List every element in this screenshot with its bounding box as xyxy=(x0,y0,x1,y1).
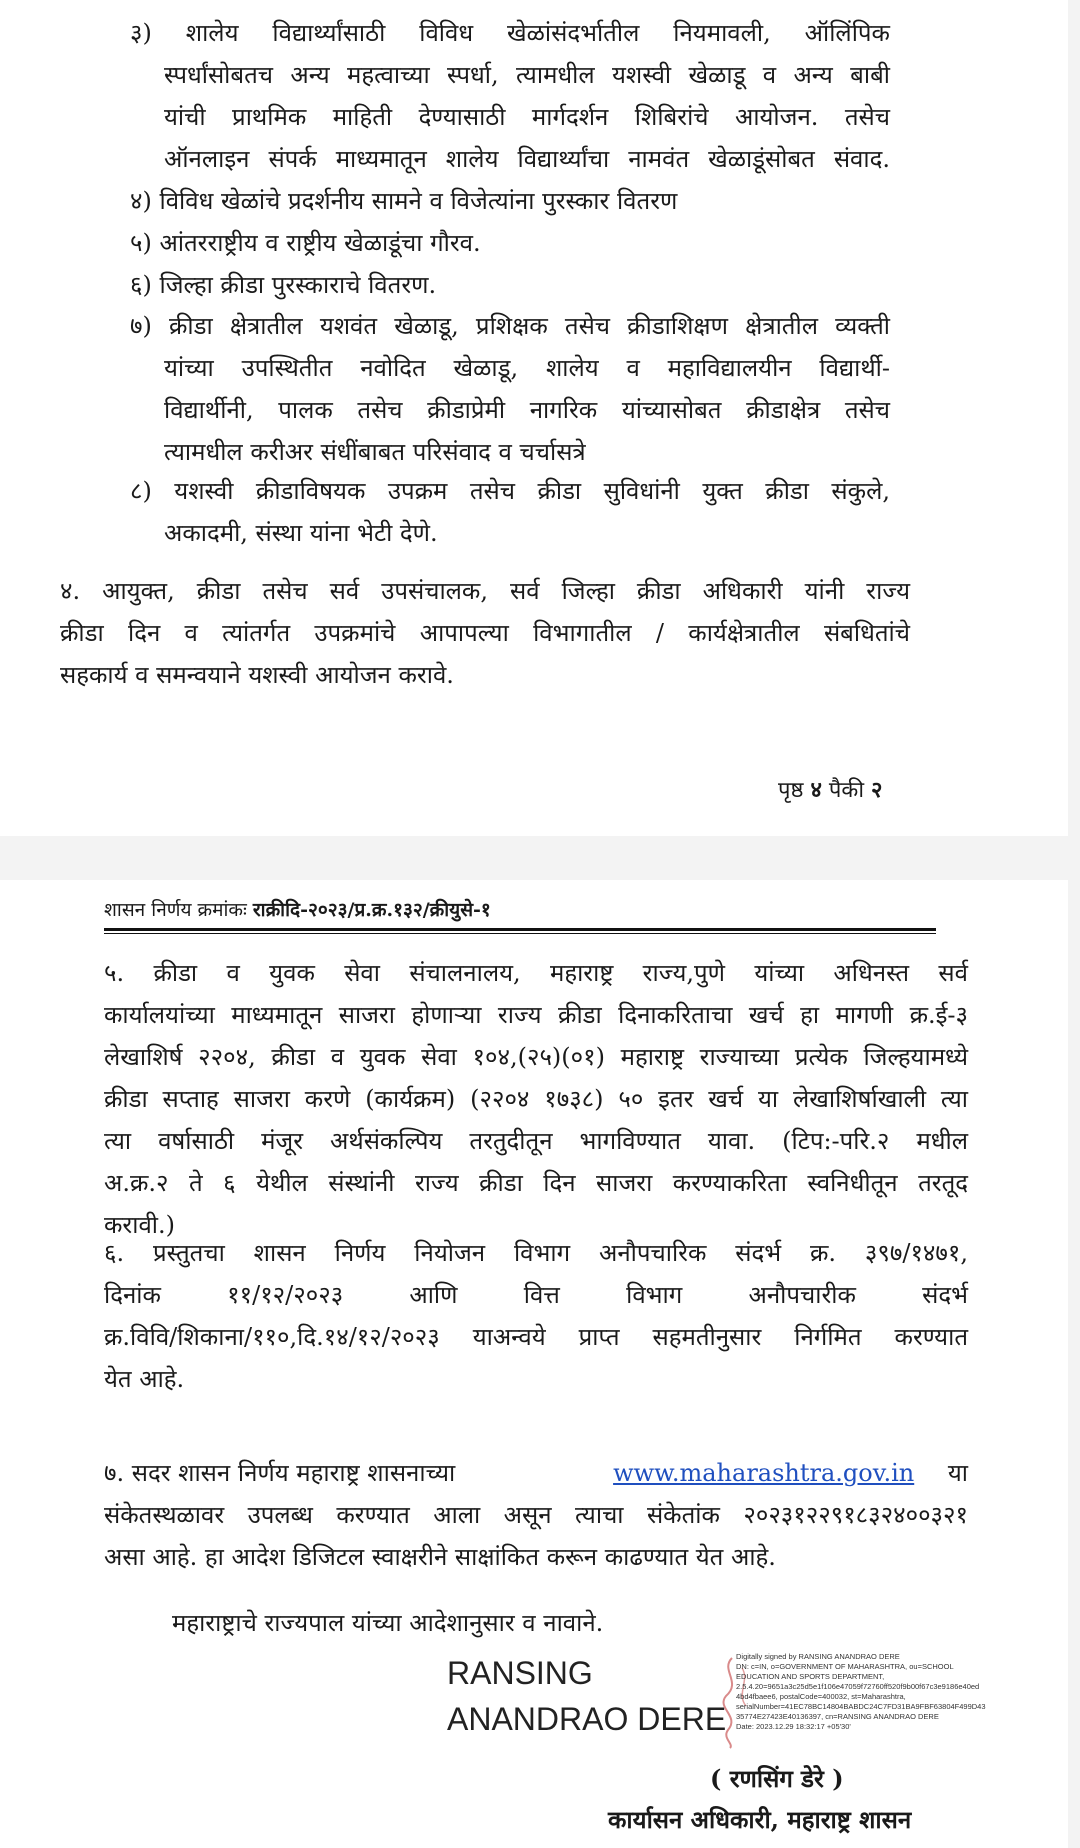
paragraph-7 xyxy=(104,1452,968,1578)
list-item-8-line: ८) यशस्वी क्रीडाविषयक उपक्रम तसेच क्रीडा सुविधांनी युक्त क्रीडा संकुले, xyxy=(130,477,890,505)
digital-signature-details xyxy=(736,1652,1026,1732)
list-item-8-line: अकादमी, संस्था यांना भेटी देणे. xyxy=(164,519,438,547)
gr-reference-label: शासन निर्णय क्रमांकः xyxy=(104,899,247,921)
page-current: ४ xyxy=(810,777,822,803)
signature-detail-line: DN: c=IN, o=GOVERNMENT OF MAHARASHTRA, ou=SCHOOL xyxy=(736,1662,954,1671)
header-rule xyxy=(104,928,936,931)
list-item-4: ४) विविध खेळांचे प्रदर्शनीय सामने व विजेत्यांना पुरस्कार वितरण xyxy=(130,187,678,215)
paragraph-6-line: येत आहे. xyxy=(104,1365,185,1393)
paragraph-4-line: क्रीडा दिन व त्यांतर्गत उपक्रमांचे आपापल्या विभागातील / कार्यक्षेत्रातील संबधितांचे xyxy=(60,619,910,647)
paragraph-6-line: दिनांक ११/१२/२०२३ आणि वित्त विभाग अनौपचारीक संदर्भ xyxy=(104,1281,968,1309)
paragraph-7-line xyxy=(104,1452,968,1494)
page-number xyxy=(778,774,882,804)
paragraph-7-text: या xyxy=(947,1459,968,1487)
header-rule-thin xyxy=(104,933,936,934)
list-item-3-line: यांची प्राथमिक माहिती देण्यासाठी मार्गदर्शन शिबिरांचे आयोजन. तसेच xyxy=(164,103,890,131)
list-item-3-line: ऑनलाइन संपर्क माध्यमातून शालेय विद्यार्थ्यांचा नामवंत खेळाडूंसोबत संवाद. xyxy=(164,145,890,173)
signature-detail-line: serialNumber=41EC78BC14804BABDC24C7FD31BA9FBF63804F499D43 xyxy=(736,1702,986,1711)
signature-detail-line: 2.5.4.20=9651a3c25d5e1f106e47059f72760ff520f9b00f67c3e9186e40ed xyxy=(736,1682,980,1691)
gr-reference-number: राक्रीदि-२०२३/प्र.क्र.१३२/क्रीयुसे-१ xyxy=(252,899,491,921)
page-label: पृष्ठ xyxy=(778,778,804,803)
paragraph-5-line: अ.क्र.२ ते ६ येथील संस्थांनी राज्य क्रीडा दिन साजरा करण्याकरिता स्वनिधीतून तरतूद xyxy=(104,1169,968,1197)
paragraph-4-line: ४. आयुक्त, क्रीडा तसेच सर्व उपसंचालक, सर्व जिल्हा क्रीडा अधिकारी यांनी राज्य xyxy=(60,577,910,605)
list-item-7-line: विद्यार्थीनी, पालक तसेच क्रीडाप्रेमी नागरिक यांच्यासोबत क्रीडाक्षेत्र तसेच xyxy=(164,396,890,424)
paragraph-5-line: करावी.) xyxy=(104,1211,176,1239)
gr-reference-header xyxy=(104,896,491,922)
paragraph-7-line: असा आहे. हा आदेश डिजिटल स्वाक्षरीने साक्षांकित करून काढण्यात येत आहे. xyxy=(104,1543,776,1571)
signer-name-line-1: RANSING xyxy=(447,1655,593,1691)
paragraph-6 xyxy=(104,1232,968,1400)
list-item-5: ५) आंतरराष्ट्रीय व राष्ट्रीय खेळाडूंचा गौरव. xyxy=(130,229,481,257)
list-item-3 xyxy=(130,12,890,180)
paragraph-5-line: क्रीडा सप्ताह साजरा करणे (कार्यक्रम) (२२०४ १७३८) ५० इतर खर्च या लेखाशिर्षाखाली त्या xyxy=(104,1085,968,1113)
signature-detail-line: Digitally signed by RANSING ANANDRAO DERE xyxy=(736,1652,900,1661)
paragraph-5-line: कार्यालयांच्या माध्यमातून साजरा होणाऱ्या राज्य क्रीडा दिनाकरिताचा खर्च हा मागणी क्र.ई-३ xyxy=(104,1001,968,1029)
signature-detail-line: EDUCATION AND SPORTS DEPARTMENT, xyxy=(736,1672,885,1681)
paragraph-5 xyxy=(104,952,968,1246)
paragraph-4 xyxy=(60,570,910,696)
signature-detail-line: Date: 2023.12.29 18:32:17 +05'30' xyxy=(736,1722,851,1731)
paragraph-4-line: सहकार्य व समन्वयाने यशस्वी आयोजन करावे. xyxy=(60,661,454,689)
page-total: २ xyxy=(871,777,883,803)
closing-line: महाराष्ट्राचे राज्यपाल यांच्या आदेशानुसार व नावाने. xyxy=(172,1609,604,1637)
signer-name-line-2: ANANDRAO DERE xyxy=(447,1701,727,1737)
list-item-8 xyxy=(130,470,890,554)
signature-detail-line: 4bd4fbaee6, postalCode=400032, st=Maharashtra, xyxy=(736,1692,906,1701)
list-item-3-line: ३) शालेय विद्यार्थ्यांसाठी विविध खेळांसंदर्भातील नियमावली, ऑलिंपिक xyxy=(130,19,890,47)
signatory-designation: कार्यासन अधिकारी, महाराष्ट्र शासन xyxy=(608,1805,912,1834)
list-item-7 xyxy=(130,305,890,473)
paragraph-6-line: ६. प्रस्तुतचा शासन निर्णय नियोजन विभाग अनौपचारिक संदर्भ क्र. ३९७/१४७१, xyxy=(104,1239,968,1267)
list-item-6: ६) जिल्हा क्रीडा पुरस्काराचे वितरण. xyxy=(130,271,437,299)
paragraph-7-line: संकेतस्थळावर उपलब्ध करण्यात आला असून त्याचा संकेतांक २०२३१२२९१८३२४००३२१ xyxy=(104,1501,968,1529)
page-3-bottom-section xyxy=(0,0,1068,836)
page-of-label: पैकी xyxy=(828,778,865,803)
list-item-3-line: स्पर्धांसोबतच अन्य महत्वाच्या स्पर्धा, त्यामधील यशस्वी खेळाडू व अन्य बाबी xyxy=(164,61,890,89)
paragraph-6-line: क्र.विवि/शिकाना/११०,दि.१४/१२/२०२३ याअन्वये प्राप्त सहमतीनुसार निर्गमित करण्यात xyxy=(104,1323,968,1351)
signature-detail-line: 35774E27423E40136397, cn=RANSING ANANDRAO DERE xyxy=(736,1712,939,1721)
paragraph-5-line: त्या वर्षासाठी मंजूर अर्थसंकल्पिय तरतुदीतून भागविण्यात यावा. (टिप:-परि.२ मधील xyxy=(104,1127,968,1155)
paragraph-5-line: ५. क्रीडा व युवक सेवा संचालनालय, महाराष्ट्र राज्य,पुणे यांच्या अधिनस्त सर्व xyxy=(104,959,968,987)
paragraph-5-line: लेखाशिर्ष २२०४, क्रीडा व युवक सेवा १०४,(२५)(०१) महाराष्ट्र राज्याच्या प्रत्येक जिल्हयामध्ये xyxy=(104,1043,968,1071)
list-item-7-line: त्यामधील करीअर संधींबाबत परिसंवाद व चर्चासत्रे xyxy=(164,438,586,466)
paragraph-7-text: ७. सदर शासन निर्णय महाराष्ट्र शासनाच्या xyxy=(104,1459,456,1487)
website-link[interactable]: www.maharashtra.gov.in xyxy=(613,1459,915,1487)
list-item-7-line: यांच्या उपस्थितीत नवोदित खेळाडू, शालेय व महाविद्यालयीन विद्यार्थी- xyxy=(164,354,890,382)
signatory-name: ( रणसिंग डेरे ) xyxy=(710,1764,844,1793)
list-item-7-line: ७) क्रीडा क्षेत्रातील यशवंत खेळाडू, प्रशिक्षक तसेच क्रीडाशिक्षण क्षेत्रातील व्यक्ती xyxy=(130,312,890,340)
